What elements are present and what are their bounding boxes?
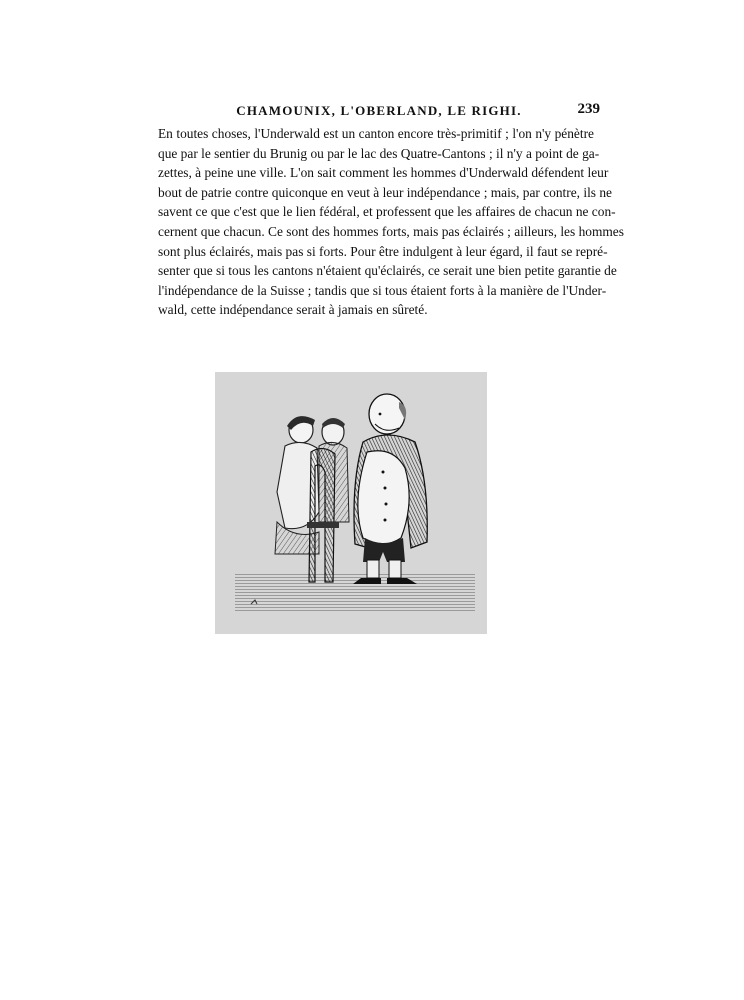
page-number: 239 <box>577 101 600 117</box>
text-line: que par le sentier du Brunig ou par le lac des Quatre-Cantons ; il n'y a point de ga- <box>158 145 600 161</box>
body-paragraph <box>158 124 624 320</box>
engraving-illustration <box>215 372 487 634</box>
illustration-drawing <box>215 372 487 634</box>
text-line: l'indépendance de la Suisse ; tandis que si tous étaient forts à la manière de l'Under- <box>158 282 607 298</box>
running-title: CHAMOUNIX, L'OBERLAND, LE RIGHI. <box>236 103 522 118</box>
text-line: zettes, à peine une ville. L'on sait comment les hommes d'Underwald défendent leur <box>158 165 609 181</box>
text-line: cernent que chacun. Ce sont des hommes forts, mais pas éclairés ; ailleurs, les hommes <box>158 223 624 239</box>
text-line: En toutes choses, l'Underwald est un canton encore très-primitif ; l'on n'y pénètre <box>158 126 594 141</box>
text-line: savent ce que c'est que le lien fédéral, et professent que les affaires de chacun ne con- <box>158 204 616 220</box>
running-head <box>158 99 600 123</box>
text-line: sont plus éclairés, mais pas si forts. Pour être indulgent à leur égard, il faut se repré- <box>158 243 608 259</box>
text-line: bout de patrie contre quiconque en veut à leur indépendance ; mais, par contre, ils ne <box>158 184 612 200</box>
ground-shading <box>235 572 475 612</box>
text-line: wald, cette indépendance serait à jamais en sûreté. <box>158 302 428 318</box>
text-line: senter que si tous les cantons n'étaient qu'éclairés, ce serait une bien petite garantie de <box>158 263 617 279</box>
